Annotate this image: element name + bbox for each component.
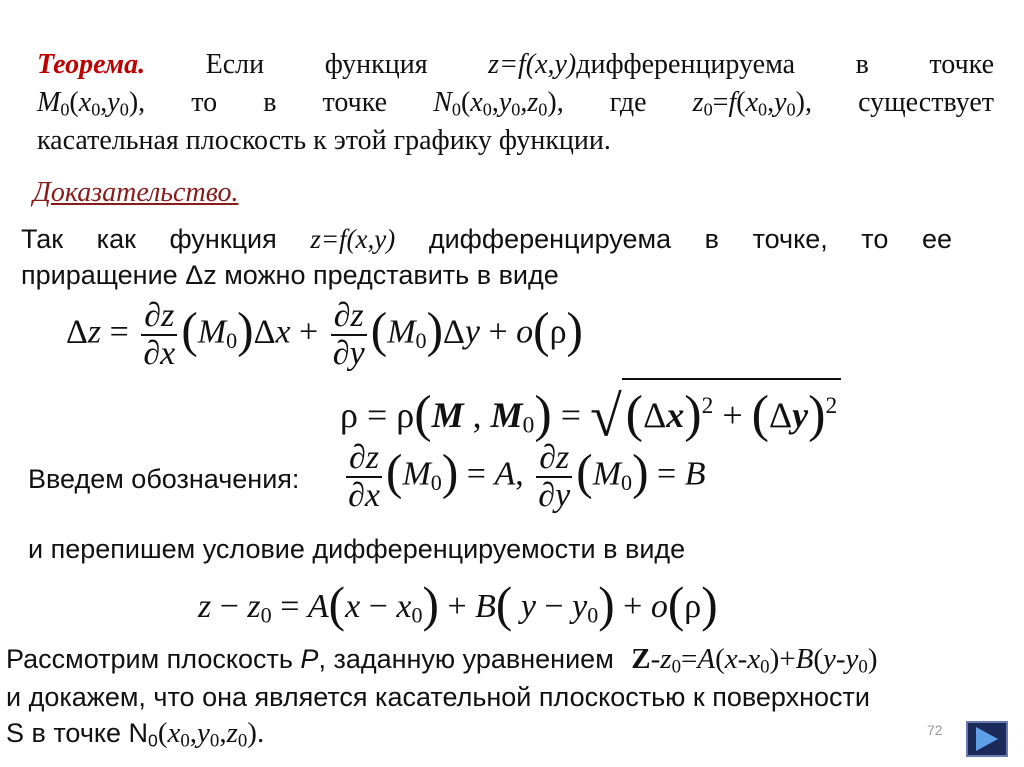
plane-line-3: S в точке $N_0(x_0,y_0,z_0)$. [6, 717, 265, 752]
plane-line-2: и докажем, что она является касательной плоскостью к поверхности [6, 682, 870, 712]
plane-line-1: Рассмотрим плоскость P, заданную уравнением $Z-z_0=A(x-x_0)+B(y-y_0)$ [6, 643, 878, 678]
theorem-line-3: касательная плоскость к этой графику функции. [37, 125, 611, 156]
theorem-text-a: Если функция [205, 49, 428, 80]
point-n0: $N_0(x_0,y_0,z_0)$ [433, 87, 557, 120]
point-m0: $M_0(x_0,y_0)$ [37, 87, 139, 120]
next-slide-button[interactable] [966, 721, 1008, 757]
proof-line-1: Так как функция z=f(x,y) дифференцируема в точке, то ее [21, 224, 952, 254]
proof-label: Доказательство. [33, 177, 239, 208]
formula-notation: $\frac{\partial z}{\partial x}$ $(M_0) = A$, $\frac{\partial z}{\partial y}$ $(M_0) = B$ [342, 440, 705, 513]
theorem-function: z=f(x,y) [488, 49, 577, 80]
proof-line-2: приращение Δz можно представить в виде [21, 260, 559, 290]
next-arrow-icon [976, 727, 998, 751]
proof-function: z=f(x,y) [310, 224, 396, 254]
formula-rewrite: $z - z_0 = A(x - x_0) + B$( $y - y_0) + o(\rho)$ [198, 577, 718, 632]
rewrite-text: и перепишем условие дифференцируемости в виде [28, 534, 686, 564]
formula-increment: Δz = $\frac{\partial z}{\partial x}$ $(M_0)\Delta x$ + $\frac{\partial z}{\partial y}$ $(M_0)\Delta y + o(\rho)$ [66, 297, 583, 372]
formula-rho: ρ = ρ(M , $M_0) = √(\Delta x)^2 + (\Delta y)^2$ [340, 378, 841, 449]
theorem-line-1 [37, 46, 994, 84]
notation-intro: Введем обозначения: [28, 464, 300, 494]
page-number: 72 [927, 722, 943, 738]
theorem-text-b: дифференцируема в точке [576, 49, 994, 80]
plane-equation: $Z-z_0=A(x-x_0)+B(y-y_0)$ [631, 643, 878, 678]
theorem-line-2: $M_0(x_0,y_0)$, то в точке $N_0(x_0,y_0,z_0)$, где $z_0=f(x_0,y_0)$, существует [37, 87, 995, 120]
theorem-label: Теорема. [37, 49, 146, 80]
z0-def: $z_0=f(x_0,y_0)$ [692, 87, 805, 120]
